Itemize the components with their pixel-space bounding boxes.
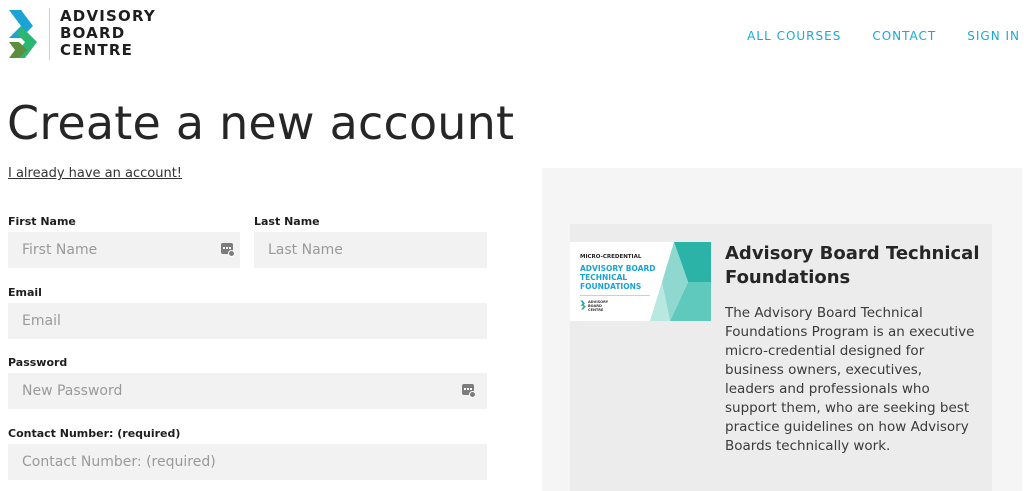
thumbnail-title-line-3: FOUNDATIONS: [580, 282, 642, 291]
password-manager-icon[interactable]: [221, 243, 235, 257]
nav-all-courses[interactable]: ALL COURSES: [747, 29, 842, 43]
course-thumbnail[interactable]: [570, 242, 711, 321]
last-name-label: Last Name: [254, 215, 320, 228]
thumbnail-title: [580, 264, 656, 291]
email-label: Email: [8, 286, 42, 299]
logo-divider: [49, 8, 50, 60]
site-header: [0, 0, 1024, 70]
thumbnail-rule: [580, 295, 650, 296]
first-name-input[interactable]: [8, 232, 240, 268]
thumbnail-title-line-1: ADVISORY BOARD: [580, 264, 656, 273]
contact-number-input[interactable]: [8, 444, 487, 480]
thumbnail-brand-line-3: CENTRE: [588, 308, 604, 312]
last-name-input[interactable]: [254, 232, 487, 268]
logo-line-3: CENTRE: [60, 41, 134, 59]
thumbnail-title-line-2: TECHNICAL: [580, 273, 628, 282]
password-label: Password: [8, 356, 68, 369]
email-input[interactable]: [8, 303, 487, 339]
main-nav: [716, 29, 1020, 43]
first-name-label: First Name: [8, 215, 76, 228]
thumbnail-brand-line-1: ADVISORY: [588, 300, 609, 304]
logo-line-2: BOARD: [60, 24, 126, 42]
existing-account-link[interactable]: I already have an account!: [8, 166, 183, 181]
thumbnail-logo-icon: [580, 300, 586, 310]
nav-sign-in[interactable]: SIGN IN: [967, 29, 1020, 43]
page-title: Create a new account: [7, 96, 515, 150]
thumbnail-kicker: MICRO-CREDENTIAL: [580, 254, 642, 260]
logo-line-1: ADVISORY: [60, 7, 156, 25]
thumbnail-brand: [588, 300, 608, 312]
logo-wordmark: [60, 8, 156, 59]
contact-number-label: Contact Number: (required): [8, 427, 181, 440]
logo-mark-icon: [7, 8, 39, 60]
password-manager-icon[interactable]: [462, 384, 476, 398]
password-input[interactable]: [8, 373, 487, 409]
course-description: The Advisory Board Technical Foundations Program is an executive micro-credential designed for business owners, executives, leaders and professionals who support them, who are seeking best practice guidelines on how Advisory Boards technically work.: [725, 305, 975, 454]
nav-contact[interactable]: CONTACT: [872, 29, 937, 43]
thumbnail-brand-line-2: BOARD: [588, 304, 602, 308]
course-title[interactable]: Advisory Board Technical Foundations: [725, 243, 980, 288]
site-logo[interactable]: [7, 8, 157, 62]
